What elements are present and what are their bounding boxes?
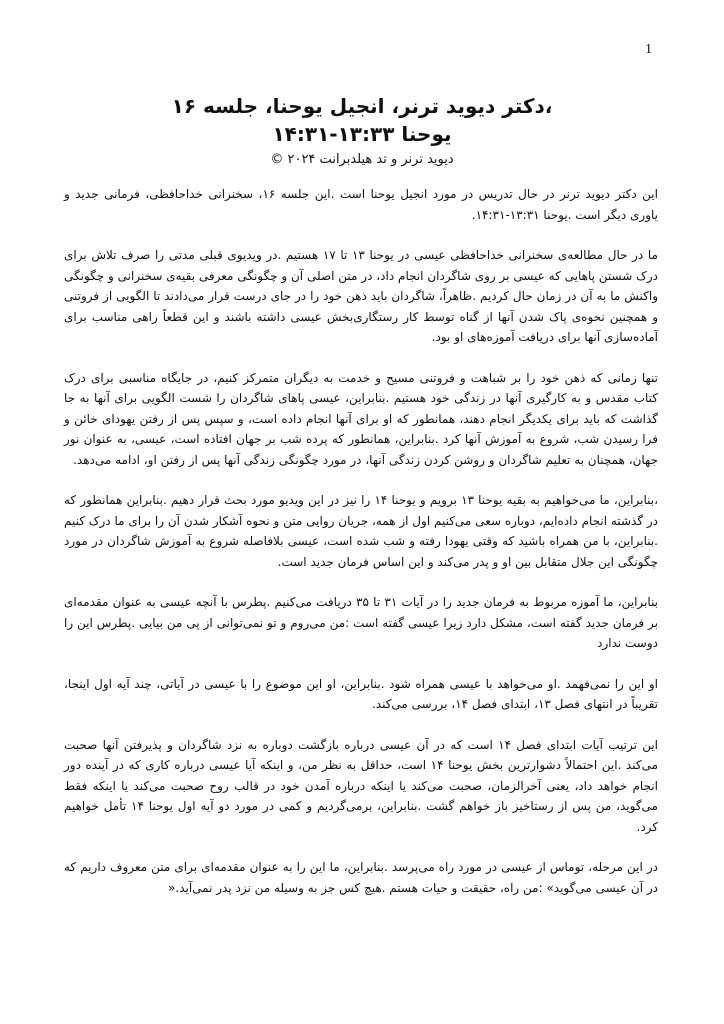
paragraph-6: او این را نمی‌فهمد .او می‌خواهد با عیسی همراه شود .بنابراین، او این موضوع را با عیسی در آیاتی، چند آیه اول اینجا، تقریباً در انتهای فصل ۱۳، ابتدای فصل ۱۴، بررسی می‌کند. <box>64 676 658 711</box>
paragraph-5: بنابراین، ما آموزه مربوط به فرمان جدید را در آیات ۳۱ تا ۳۵ دریافت می‌کنیم .پطرس با آنچه عیسی به عنوان مقدمه‌ای بر فرمان جدید گفته است، مشکل دارد زیرا عیسی گفته است :من می‌روم و تو نمی‌توانی از پی من بیایی .پطرس این را دوست ندارد <box>64 595 659 650</box>
title-line-1: ،دکتر دیوید ترنر، انجیل یوحنا، جلسه ۱۶ <box>171 94 553 118</box>
page-number: 1 <box>645 42 652 57</box>
page-title <box>80 92 644 148</box>
paragraph-4: ،بنابراین، ما می‌خواهیم به بقیه یوحنا ۱۳ برویم و یوحنا ۱۴ را نیز در این ویدیو مورد بحث قرار دهیم .بنابراین همانطور که در گذشته انجام داده‌ایم، دوباره سعی می‌کنیم اول از همه، جریان روایی متن و نحوه آشکار شدن آن را برای ما درک کنیم .بنابراین، با من همراه باشید که وقتی یهودا رفته و شب شده است، عیسی بلافاصله شروع به آموزش شاگردان در مورد چگونگی این جلال متقابل بین او و پدر می‌کند و این اساس فرمان جدید است. <box>64 493 658 569</box>
paragraph-8: در این مرحله، توماس از عیسی در مورد راه می‌پرسد .بنابراین، ما این را به عنوان مقدمه‌ای برای متن معروف داریم که در آن عیسی می‌گوید» :من راه، حقیقت و حیات هستم .هیچ کس جز به وسیله من نزد پدر نمی‌آید.« <box>64 860 658 895</box>
paragraph-7: این ترتیب آیات ابتدای فصل ۱۴ است که در آن عیسی درباره بازگشت دوباره به نزد شاگردان و پذیرفتن آنها صحبت می‌کند .این احتمالاً دشوارترین بخش یوحنا ۱۴ است، حداقل به نظر من، و اینکه آیا عیسی درباره کاری که در آینده دور انجام خواهد داد، یعنی آخرالزمان، صحبت می‌کند یا اینکه درباره آمدن خود در قالب روح صحبت می‌کند یا اینکه فقط می‌گوید، من پس از رستاخیز باز خواهم گشت .بنابراین، برمی‌گردیم و کمی در مورد دو آیه اول یوحنا ۱۴ تأمل خواهیم کرد. <box>64 737 659 834</box>
paragraph-3: تنها زمانی که ذهن خود را بر شباهت و فروتنی مسیح و خدمت به دیگران متمرکز کنیم، در جایگاه مناسبی برای درک کتاب مقدس و به کارگیری آنها در زندگی خود هستیم .بنابراین، عیسی پاهای شاگردان را شست الگویی برای آنها به جا گذاشت که باید برای یکدیگر انجام دهند، همانطور که او برای آنها انجام داده است، و سپس پس از رفتن یهودای خائن و فرا رسیدن شب، شروع به آموزش آنها کرد .بنابراین، همانطور که پرده شب بر جهان افتاده است، عیسی، به عنوان نور جهان، همچنان به تعلیم شاگردان و روشن کردن زندگی آنها، در مورد چگونگی زندگی آنها پس از رفتن او، ادامه می‌دهد. <box>64 370 658 467</box>
document-body <box>64 184 658 918</box>
byline: دیوید ترنر و تد هیلدبرانت ۲۰۲۴ © <box>270 152 454 167</box>
title-line-2: یوحنا ۱۳:۳۳-۱۴:۳۱ <box>272 122 452 146</box>
paragraph-2: ما در حال مطالعه‌ی سخنرانی خداحافظی عیسی در یوحنا ۱۳ تا ۱۷ هستیم .در ویدیوی قبلی مدتی را صرف تلاش برای درک شستن پاهایی که عیسی بر روی شاگردان انجام داد، در متن اصلی آن و چگونگی معرفی بقیه‌ی سخنرانی و چگونگی واکنش ما به آن در زمان حال کردیم .ظاهراً، شاگردان باید ذهن خود را در جای درست قرار می‌دادند تا الگویی از فروتنی و همچنین نحوه‌ی پاک شدن آنها از گناه توسط کار رستگاری‌بخش عیسی داشته باشند و این قطعاً راهی مناسب برای آماده‌سازی آنها برای دریافت آموزه‌های او بود. <box>64 248 658 344</box>
paragraph-1: این دکتر دیوید ترنر در حال تدریس در مورد انجیل یوحنا است .این جلسه ۱۶، سخنرانی خداحافظی، فرمانی جدید و یاوری دیگر است .یوحنا ۱۳:۳۱-۱۴:۳۱. <box>64 187 658 222</box>
